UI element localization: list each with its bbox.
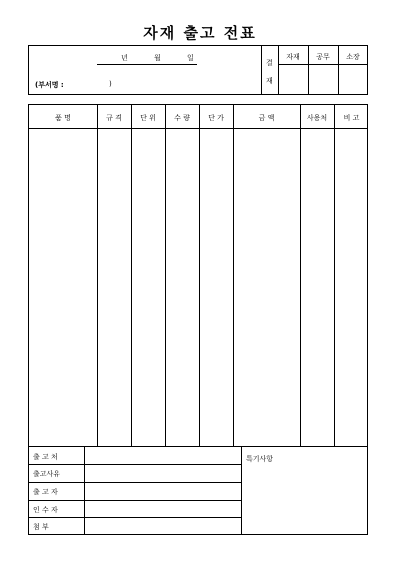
page-title: 자재 출고 전표 bbox=[143, 24, 257, 42]
items-table bbox=[28, 104, 368, 447]
approver-header-line bbox=[278, 64, 367, 65]
date-year-label: 년 bbox=[121, 54, 128, 62]
footer-label-shipping-dest: 출 고 처 bbox=[33, 453, 58, 461]
footer-label-shipping-reason: 출고사유 bbox=[33, 470, 61, 478]
notes-label: 특기사항 bbox=[246, 455, 274, 463]
footer-label-divider bbox=[84, 447, 85, 534]
col-divider-5 bbox=[233, 105, 234, 446]
col-divider-6 bbox=[300, 105, 301, 446]
footer-label-receiver: 인 수 자 bbox=[33, 506, 58, 514]
col-header-unit-price: 단 가 bbox=[208, 114, 224, 122]
col-header-quantity: 수 량 bbox=[174, 114, 190, 122]
col-header-usage: 사용처 bbox=[306, 114, 328, 122]
department-label: (부서명 : bbox=[35, 81, 64, 89]
col-header-remarks: 비 고 bbox=[343, 114, 360, 122]
footer-row-line-1 bbox=[29, 464, 241, 465]
approval-divider bbox=[261, 46, 262, 94]
approver-works: 공무 bbox=[316, 53, 330, 61]
footer-box bbox=[28, 446, 368, 535]
approver-staff: 자재 bbox=[286, 53, 300, 61]
date-month-label: 월 bbox=[154, 54, 161, 62]
col-divider-1 bbox=[97, 105, 98, 446]
footer-label-attachment: 첨 부 bbox=[33, 523, 49, 531]
footer-row-line-2 bbox=[29, 482, 241, 483]
col-divider-3 bbox=[165, 105, 166, 446]
approval-label-1: 결 bbox=[266, 59, 273, 67]
footer-label-shipper: 출 고 자 bbox=[33, 488, 58, 496]
date-underline bbox=[97, 64, 197, 65]
col-header-amount: 금 액 bbox=[258, 114, 275, 122]
approval-label-2: 재 bbox=[266, 77, 273, 85]
approver-manager: 소장 bbox=[346, 53, 360, 61]
col-header-unit: 단 위 bbox=[140, 114, 156, 122]
col-header-spec: 규 격 bbox=[106, 114, 122, 122]
department-close: ) bbox=[109, 80, 112, 88]
footer-notes-divider bbox=[241, 447, 242, 534]
date-day-label: 일 bbox=[187, 54, 194, 62]
col-header-item-name: 품 명 bbox=[55, 114, 71, 122]
footer-row-line-3 bbox=[29, 500, 241, 501]
header-box bbox=[28, 45, 368, 95]
footer-row-line-4 bbox=[29, 517, 241, 518]
col-divider-2 bbox=[131, 105, 132, 446]
col-divider-4 bbox=[199, 105, 200, 446]
col-divider-7 bbox=[334, 105, 335, 446]
items-header-line bbox=[29, 128, 367, 129]
